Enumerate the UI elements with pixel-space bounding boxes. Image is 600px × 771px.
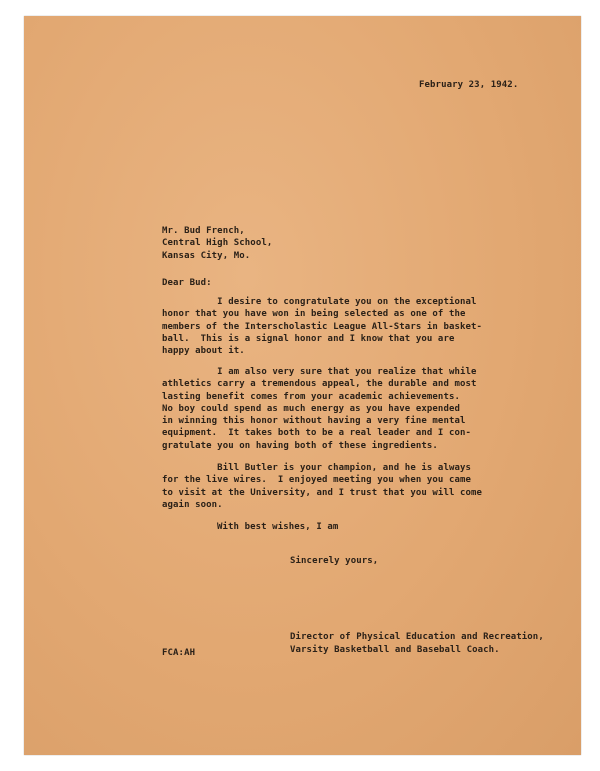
paragraph-line: No boy could spend as much energy as you have expended	[162, 403, 460, 414]
letter-date: February 23, 1942.	[419, 80, 519, 90]
recipient-city: Kansas City, Mo.	[162, 251, 251, 261]
sign-off: Sincerely yours,	[290, 556, 379, 566]
paragraph-line: equipment. It takes both to be a real leader and I con-	[162, 428, 472, 439]
paragraph-line: in winning this honor without having a very fine mental	[162, 416, 466, 427]
body-paragraph-3	[162, 462, 522, 511]
paragraph-line: for the live wires. I enjoyed meeting you when you came	[162, 475, 472, 486]
paragraph-line: honor that you have won in being selected as one of the	[162, 309, 466, 320]
salutation: Dear Bud:	[162, 278, 212, 288]
paragraph-line: happy about it.	[162, 346, 245, 357]
paragraph-line: I desire to congratulate you on the exceptional	[162, 297, 477, 307]
paragraph-line: gratulate you on having both of these ingredients.	[162, 440, 438, 451]
paragraph-line: to visit at the University, and I trust that you will come	[162, 487, 483, 498]
paragraph-line: ball. This is a signal honor and I know that you are	[162, 333, 455, 344]
closing-line: With best wishes, I am	[217, 522, 339, 532]
paragraph-line: I am also very sure that you realize that while	[162, 367, 477, 377]
paragraph-line: members of the Interscholastic League All-Stars in basket-	[162, 321, 483, 332]
signature-title-line-2: Varsity Basketball and Baseball Coach.	[290, 645, 500, 655]
paragraph-line: lasting benefit comes from your academic achievements.	[162, 391, 460, 402]
recipient-school: Central High School,	[162, 238, 273, 248]
recipient-name: Mr. Bud French,	[162, 226, 245, 236]
paragraph-line: again soon.	[162, 499, 223, 510]
body-paragraph-2	[162, 366, 522, 452]
paragraph-line: Bill Butler is your champion, and he is always	[162, 463, 472, 473]
paragraph-line: athletics carry a tremendous appeal, the durable and most	[162, 379, 477, 390]
body-paragraph-1	[162, 296, 522, 357]
reference-initials: FCA:AH	[162, 648, 196, 658]
signature-title-line-1: Director of Physical Education and Recreation,	[290, 632, 544, 642]
